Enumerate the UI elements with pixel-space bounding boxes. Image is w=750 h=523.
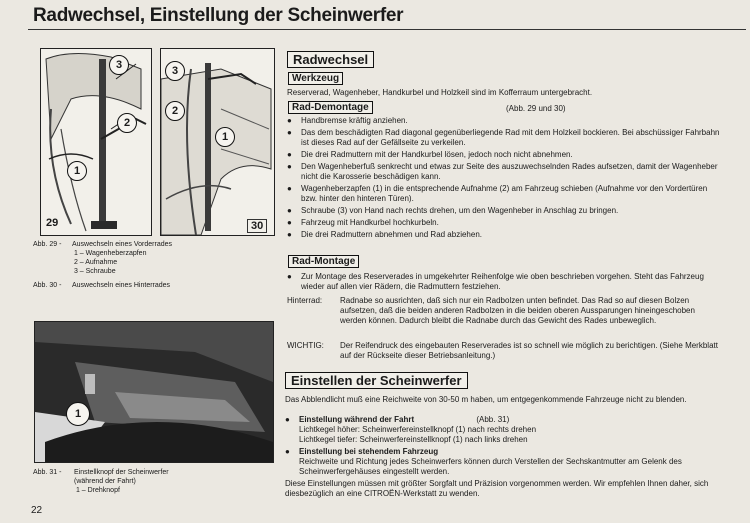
- stehend-text: Reichweite und Richtung jedes Scheinwerfers können durch Verstellen der Sechskantmutter am Gelenk des Scheinwerfergehäuses eingestellt werden.: [299, 457, 682, 476]
- scheinwerfer-step-fahrt: [285, 415, 725, 445]
- figure-30-callout-1: 1: [215, 127, 235, 147]
- hinterrad-label: Hinterrad:: [287, 296, 323, 305]
- stehend-heading: Einstellung bei stehendem Fahrzeug: [299, 447, 439, 456]
- caption-30-label: Abb. 30 -: [33, 282, 62, 289]
- figure-29-illustration: [41, 49, 151, 235]
- fahrt-heading: Einstellung während der Fahrt: [299, 415, 415, 424]
- montage-steps: [287, 272, 723, 294]
- montage-step: ● Zur Montage des Reserverades in umgekehrter Reihenfolge wie oben beschrieben vorgehen. Steht das Fahrzeug wieder auf allen vier Rädern, die Radmuttern festziehen.: [287, 272, 723, 292]
- werkzeug-text: Reserverad, Wagenheber, Handkurbel und Holzkeil sind im Kofferraum untergebracht.: [287, 88, 593, 97]
- figure-30-callout-2: 2: [165, 101, 185, 121]
- figure-29: [40, 48, 152, 236]
- figure-29-callout-3: 3: [109, 55, 129, 75]
- demontage-step: ● Die drei Radmuttern mit der Handkurbel lösen, jedoch noch nicht abnehmen.: [287, 150, 723, 160]
- demontage-step: ● Wagenheberzapfen (1) in die entsprechende Aufnahme (2) am Fahrzeug schieben (Aufnahme vor den Vordertüren bzw. hinter den hinteren Türen).: [287, 184, 723, 204]
- demontage-heading: Rad-Demontage: [288, 101, 373, 114]
- fahrt-ref: (Abb. 31): [476, 415, 510, 424]
- demontage-step: ● Das dem beschädigten Rad diagonal gegenüberliegende Rad mit dem Holzkeil bockieren. Bei abschüssiger Fahrbahn ist dieses Rad auf der Gefällseite zu verkeilen.: [287, 128, 723, 148]
- caption-29-text: Auswechseln eines Vorderrades 1 – Wagenheberzapfen 2 – Aufnahme 3 – Schraube: [72, 241, 173, 275]
- demontage-steps: [287, 116, 723, 242]
- demontage-step: ● Handbremse kräftig anziehen.: [287, 116, 723, 126]
- page-number: 22: [31, 505, 43, 516]
- caption-29-label: Abb. 29 -: [33, 241, 62, 248]
- caption-31-text: Einstellknopf der Scheinwerfer (während der Fahrt) 1 – Drehknopf: [74, 469, 169, 494]
- wichtig-text: Der Reifendruck des eingebauten Reserverades ist so schnell wie möglich zu berichtigen. (Siehe Merkblatt auf der Rückseite dieser Betriebsanleitung.): [340, 341, 718, 360]
- caption-30-text: Auswechseln eines Hinterrades: [72, 282, 171, 289]
- page-title: Radwechsel, Einstellung der Scheinwerfer: [33, 5, 404, 26]
- demontage-step: ● Schraube (3) von Hand nach rechts drehen, um den Wagenheber in Anschlag zu bringen.: [287, 206, 723, 216]
- scheinwerfer-intro: Das Abblendlicht muß eine Reichweite von 30-50 m haben, um entgegenkommende Fahrzeuge nicht zu blenden.: [285, 395, 687, 404]
- fahrt-line-2: Lichtkegel tiefer: Scheinwerfereinstellknopf (1) nach links drehen: [299, 435, 528, 444]
- montage-heading: Rad-Montage: [288, 255, 359, 268]
- demontage-ref: (Abb. 29 und 30): [506, 104, 566, 113]
- figure-31-photo: [35, 322, 273, 462]
- hinterrad-text: Radnabe so ausrichten, daß sich nur ein Radbolzen unten befindet. Das Rad so auf diesen Bolzen aufsetzen, daß die beiden anderen Radbolzen in die beiden oberen Aussparungen hineingeschoben werden können. Dadurch bleibt die Radnabe durch das Gewicht des Rades unbeweglich.: [340, 296, 695, 325]
- caption-31-label: Abb. 31 -: [33, 469, 62, 476]
- figure-29-number: 29: [43, 217, 61, 229]
- figure-30-number: 30: [247, 219, 267, 233]
- fahrt-line-1: Lichtkegel höher: Scheinwerfereinstellknopf (1) nach rechts drehen: [299, 425, 537, 434]
- figure-31: [34, 321, 274, 463]
- figure-31-callout-1: 1: [66, 402, 90, 426]
- scheinwerfer-steps: [285, 415, 725, 479]
- figure-29-callout-2: 2: [117, 113, 137, 133]
- scheinwerfer-closing: Diese Einstellungen müssen mit größter Sorgfalt und Präzision vorgenommen werden. Wir empfehlen Ihnen daher, sich diesbezüglich an eine CITROËN-Werkstatt zu wenden.: [285, 479, 709, 498]
- scheinwerfer-step-stehend: [285, 447, 725, 477]
- figure-30: [160, 48, 275, 236]
- radwechsel-heading: Radwechsel: [287, 51, 374, 68]
- title-rule: [28, 29, 746, 30]
- figure-30-callout-3: 3: [165, 61, 185, 81]
- demontage-step: ● Fahrzeug mit Handkurbel hochkurbeln.: [287, 218, 723, 228]
- werkzeug-heading: Werkzeug: [288, 72, 343, 85]
- scheinwerfer-heading: Einstellen der Scheinwerfer: [285, 372, 468, 389]
- demontage-step: ● Die drei Radmuttern abnehmen und Rad abziehen.: [287, 230, 723, 240]
- demontage-step: ● Den Wagenheberfuß senkrecht und etwas zur Seite des auszuwechselnden Rades aufsetzen, damit der Wagenheber nicht die Karosserie beschädigen kann.: [287, 162, 723, 182]
- figure-29-callout-1: 1: [67, 161, 87, 181]
- wichtig-label: WICHTIG:: [287, 341, 324, 350]
